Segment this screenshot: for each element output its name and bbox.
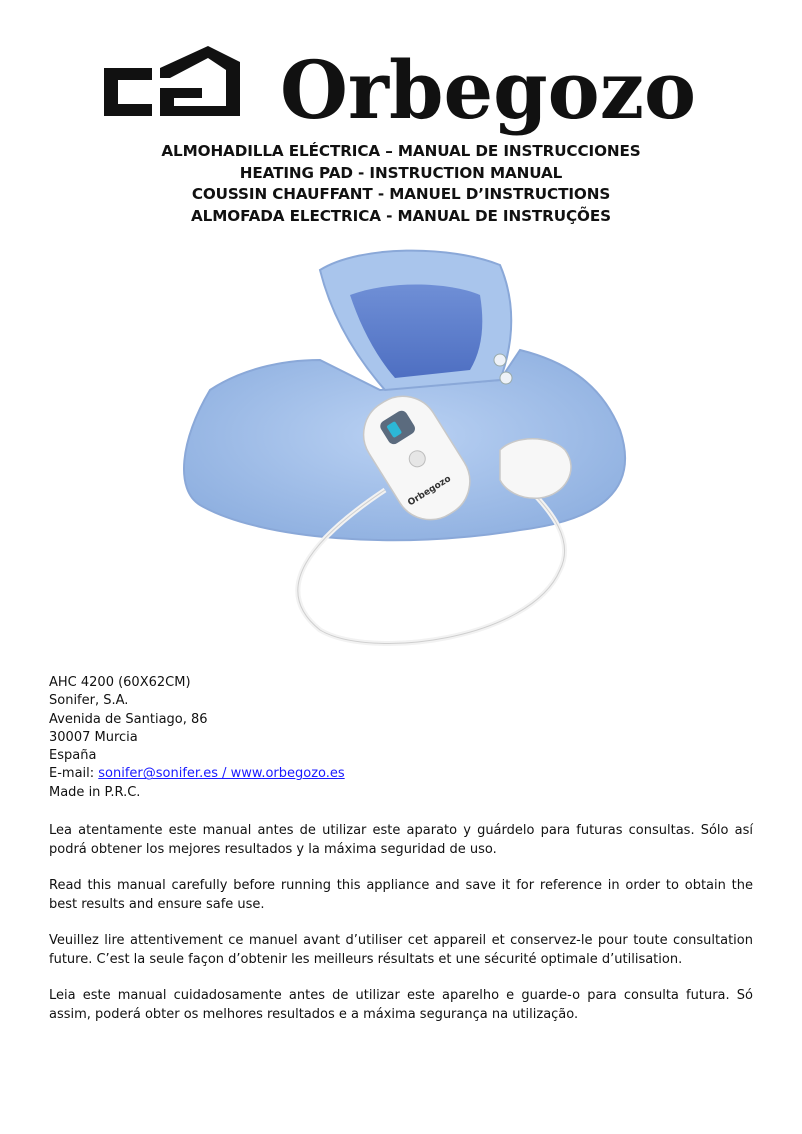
controller-brand-label: Orbegozo xyxy=(406,474,453,509)
title-pt: ALMOFADA ELECTRICA - MANUAL DE INSTRUÇÕES xyxy=(191,206,611,225)
paragraph-pt: Leia este manual cuidadosamente antes de utilizar este aparelho e guarde-o para consulta futura. Só assim, poderá obter os melhores resultados e a máxima segurança na utilização. xyxy=(49,988,753,1022)
country: España xyxy=(49,748,97,764)
origin-line: Made in P.R.C. xyxy=(49,784,141,800)
title-es: ALMOHADILLA ELÉCTRICA – MANUAL DE INSTRUCCIONES xyxy=(161,142,641,160)
brand-wordmark: Orbegozo xyxy=(280,44,696,137)
email-link[interactable]: sonifer@sonifer.es / www.orbegozo.es xyxy=(98,766,345,782)
title-en: HEATING PAD - INSTRUCTION MANUAL xyxy=(239,163,563,182)
paragraph-es: Lea atentamente este manual antes de utilizar este aparato y guárdelo para futuras consultas. Sólo así podrá obtener los mejores resultados y la máxima seguridad de uso. xyxy=(49,823,753,857)
model-number: AHC 4200 (60X62CM) xyxy=(49,675,191,690)
snap-button-icon xyxy=(494,354,506,366)
street-address: Avenida de Santiago, 86 xyxy=(49,711,208,727)
snap-button-icon xyxy=(500,372,512,384)
paragraph-en: Read this manual carefully before running this appliance and save it for reference in order to obtain the best results and ensure safe use. xyxy=(49,878,753,912)
email-label: E-mail: xyxy=(49,766,99,782)
company-name: Sonifer, S.A. xyxy=(49,693,129,709)
contact-block xyxy=(49,674,345,802)
email-line xyxy=(49,765,345,783)
title-fr: COUSSIN CHAUFFANT - MANUEL D’INSTRUCTIONS xyxy=(191,185,611,203)
orbegozo-logo xyxy=(104,44,700,140)
paragraph-fr: Veuillez lire attentivement ce manuel avant d’utiliser cet appareil et conservez-le pour toute consultation future. C’est la seule façon d’obtenir les meilleurs résultats et une sécurité optimale d’utilisation. xyxy=(49,933,753,967)
heating-pad-image xyxy=(170,240,640,660)
manual-titles xyxy=(0,141,802,227)
house-logo-icon xyxy=(104,46,240,116)
city: 30007 Murcia xyxy=(49,729,138,745)
connector-plug xyxy=(500,439,571,499)
